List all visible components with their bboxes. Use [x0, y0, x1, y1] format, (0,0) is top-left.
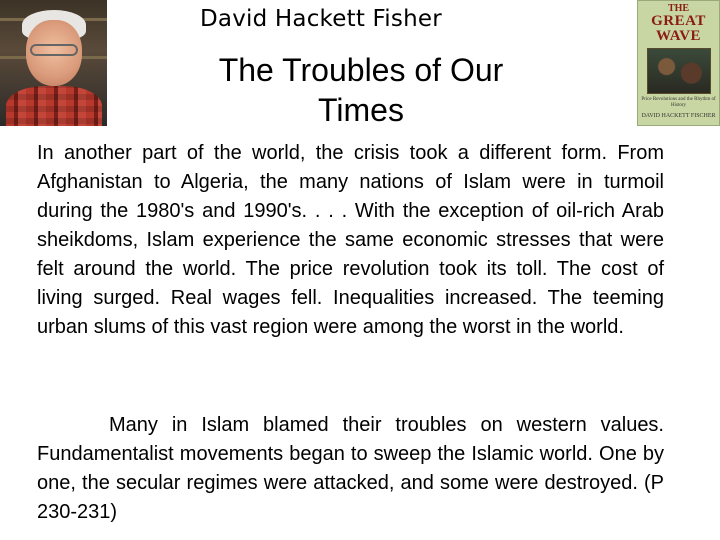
book-cover-painting [647, 48, 711, 94]
title-line-1: The Troubles of Our [218, 52, 504, 88]
quote-paragraph-2: Many in Islam blamed their troubles on western values. Fundamentalist movements began to sweep the Islamic world. One by one, the secular regimes were attacked, and some were destroyed. (P 230-231) [37, 414, 664, 523]
book-title-large-1: GREAT [651, 13, 706, 29]
book-cover-image [637, 0, 720, 126]
quote-paragraph-1: In another part of the world, the crisis took a different form. From Afghanistan to Algeria, the many nations of Islam were in turmoil during the 1980's and 1990's. . . . With the exception of oil-rich Arab sheikdoms, Islam experience the same economic stresses that were felt around the world. The price revolution took its toll. The cost of living surged. Real wages fell. Inequalities increased. The teeming urban slums of this vast region were among the worst in the world. [37, 142, 664, 338]
book-title-small: THE [667, 3, 690, 14]
book-author: DAVID HACKETT FISCHER [641, 113, 716, 119]
book-subtitle: Price Revolutions and the Rhythm of History [641, 97, 716, 108]
author-glasses [30, 44, 78, 56]
book-title-large-2: WAVE [655, 28, 702, 44]
page-title [176, 50, 546, 130]
author-photo [0, 0, 107, 126]
author-name: David Hackett Fisher [200, 6, 442, 32]
title-line-2: Times [318, 92, 404, 128]
author-shirt [6, 86, 102, 126]
